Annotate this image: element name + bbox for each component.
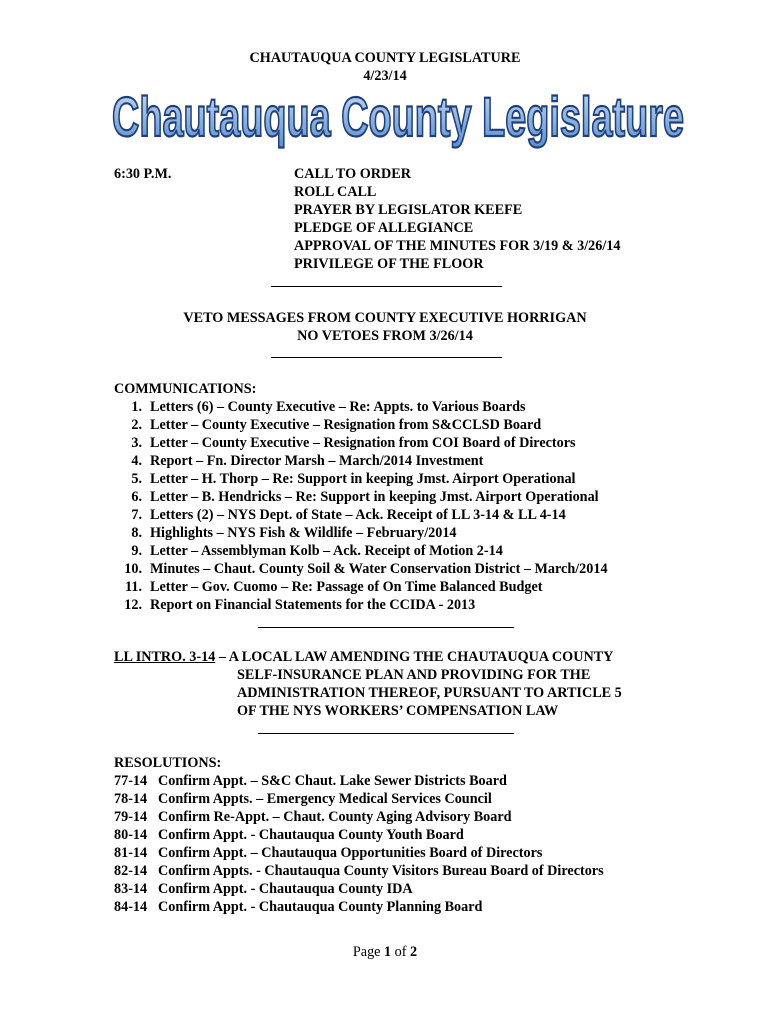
logo-text: Chautauqua County Legislature (112, 85, 684, 148)
local-law-line-4: OF THE NYS WORKERS’ COMPENSATION LAW (237, 703, 559, 719)
item-number: 3. (131, 435, 142, 451)
list-item (118, 434, 608, 452)
resolution-number: 80-14 (114, 827, 148, 843)
divider (271, 286, 502, 287)
resolution-item (114, 772, 604, 790)
resolution-item (114, 898, 604, 916)
item-number: 4. (131, 453, 142, 469)
item-text: Letter – Assemblyman Kolb – Ack. Receipt of Motion 2-14 (150, 543, 503, 559)
resolution-number: 77-14 (114, 773, 148, 789)
resolution-item (114, 826, 604, 844)
resolution-text: Confirm Appt. – S&C Chaut. Lake Sewer Districts Board (158, 773, 507, 789)
opening-items (294, 165, 620, 273)
resolution-item (114, 790, 604, 808)
opening-item: PRAYER BY LEGISLATOR KEEFE (294, 202, 523, 218)
item-number: 10. (124, 561, 142, 577)
item-text: Letter – County Executive – Resignation from S&CCLSD Board (150, 417, 542, 433)
local-law-line-3: ADMINISTRATION THEREOF, PURSUANT TO ARTICLE 5 (237, 685, 622, 701)
veto-heading: VETO MESSAGES FROM COUNTY EXECUTIVE HORRIGAN (183, 310, 587, 326)
resolution-item (114, 880, 604, 898)
list-item (118, 416, 608, 434)
opening-item: PLEDGE OF ALLEGIANCE (294, 220, 474, 236)
item-number: 5. (131, 471, 142, 487)
resolutions-list (114, 772, 604, 916)
list-item (118, 524, 608, 542)
resolution-text: Confirm Appts. - Chautauqua County Visitors Bureau Board of Directors (158, 863, 604, 879)
local-law-line-1 (114, 648, 613, 666)
veto-status: NO VETOES FROM 3/26/14 (297, 328, 473, 344)
resolution-number: 83-14 (114, 881, 148, 897)
of-word: of (394, 944, 407, 960)
item-number: 2. (131, 417, 142, 433)
resolution-text: Confirm Appts. – Emergency Medical Services Council (158, 791, 492, 807)
resolution-text: Confirm Re-Appt. – Chaut. County Aging Advisory Board (158, 809, 512, 825)
item-text: Letter – H. Thorp – Re: Support in keeping Jmst. Airport Operational (150, 471, 576, 487)
item-number: 8. (131, 525, 142, 541)
list-item (118, 452, 608, 470)
resolution-text: Confirm Appt. - Chautauqua County Planning Board (158, 899, 483, 915)
item-text: Letters (2) – NYS Dept. of State – Ack. Receipt of LL 3-14 & LL 4-14 (150, 507, 566, 523)
opening-item: PRIVILEGE OF THE FLOOR (294, 256, 484, 272)
item-number: 7. (131, 507, 142, 523)
resolution-text: Confirm Appt. - Chautauqua County Youth Board (158, 827, 464, 843)
resolution-item (114, 862, 604, 880)
local-law-title: – A LOCAL LAW AMENDING THE CHAUTAUQUA COUNTY (218, 649, 614, 665)
local-law-line-2: SELF-INSURANCE PLAN AND PROVIDING FOR THE (237, 667, 591, 683)
list-item (118, 596, 608, 614)
page-word: Page (352, 944, 381, 960)
local-law-label: LL INTRO. 3-14 (114, 649, 216, 665)
opening-item: APPROVAL OF THE MINUTES FOR 3/19 & 3/26/14 (294, 238, 621, 254)
meeting-date: 4/23/14 (363, 68, 407, 84)
item-text: Highlights – NYS Fish & Wildlife – February/2014 (150, 525, 457, 541)
start-time: 6:30 P.M. (114, 166, 172, 182)
item-text: Letter – B. Hendricks – Re: Support in keeping Jmst. Airport Operational (150, 489, 599, 505)
resolution-number: 81-14 (114, 845, 148, 861)
item-text: Letter – Gov. Cuomo – Re: Passage of On Time Balanced Budget (150, 579, 543, 595)
list-item (118, 470, 608, 488)
page-number: 1 (384, 944, 392, 960)
list-item (118, 506, 608, 524)
divider (258, 733, 514, 734)
resolution-number: 82-14 (114, 863, 148, 879)
resolution-number: 79-14 (114, 809, 148, 825)
page-footer (0, 943, 770, 961)
divider (271, 357, 502, 358)
item-number: 1. (131, 399, 142, 415)
item-number: 12. (124, 597, 142, 613)
list-item (118, 560, 608, 578)
list-item (118, 578, 608, 596)
opening-item: ROLL CALL (294, 184, 377, 200)
resolution-text: Confirm Appt. – Chautauqua Opportunities Board of Directors (158, 845, 543, 861)
item-number: 9. (131, 543, 142, 559)
resolution-number: 84-14 (114, 899, 148, 915)
communications-heading: COMMUNICATIONS: (114, 381, 257, 397)
divider (258, 627, 514, 628)
resolutions-heading: RESOLUTIONS: (114, 755, 222, 771)
item-text: Report – Fn. Director Marsh – March/2014 Investment (150, 453, 484, 469)
list-item (118, 542, 608, 560)
item-number: 11. (125, 579, 142, 595)
resolution-item (114, 808, 604, 826)
opening-item: CALL TO ORDER (294, 166, 411, 182)
item-text: Report on Financial Statements for the CCIDA - 2013 (150, 597, 476, 613)
item-text: Letter – County Executive – Resignation from COI Board of Directors (150, 435, 576, 451)
legislature-logo (108, 82, 688, 154)
resolution-number: 78-14 (114, 791, 148, 807)
resolution-text: Confirm Appt. - Chautauqua County IDA (158, 881, 413, 897)
communications-list (118, 398, 608, 614)
item-number: 6. (131, 489, 142, 505)
item-text: Letters (6) – County Executive – Re: Appts. to Various Boards (150, 399, 526, 415)
page-total: 2 (410, 944, 418, 960)
list-item (118, 398, 608, 416)
resolution-item (114, 844, 604, 862)
item-text: Minutes – Chaut. County Soil & Water Conservation District – March/2014 (150, 561, 608, 577)
list-item (118, 488, 608, 506)
org-header-line: CHAUTAUQUA COUNTY LEGISLATURE (249, 50, 521, 66)
